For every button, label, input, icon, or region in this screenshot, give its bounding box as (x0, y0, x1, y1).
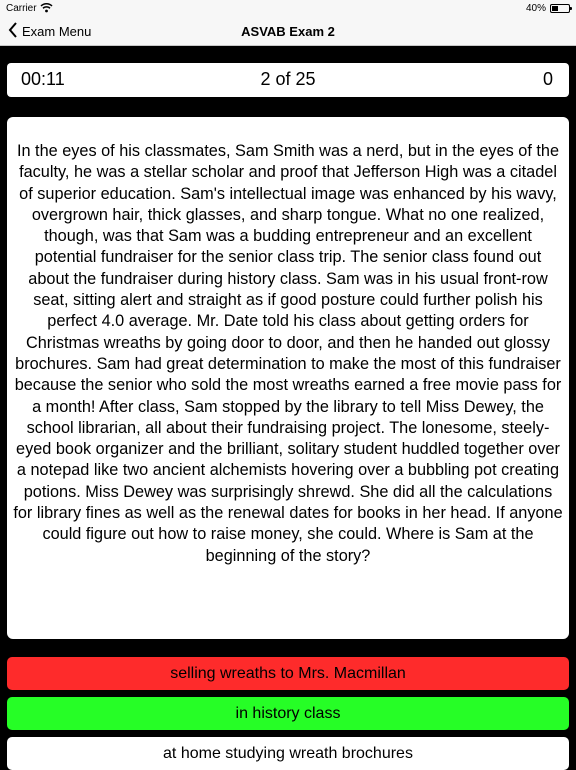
question-text: In the eyes of his classmates, Sam Smith was a nerd, but in the eyes of the faculty, he was a stellar scholar and proof that Jefferson High was a citadel of superior education. Sam's intellectual image was enhanced by his wavy, overgrown hair, thick glasses, and sharp tongue. What no one realized, though, was that Sam was a budding entrepreneur and an excellent potential fundraiser for the senior class trip. The senior class found out about the fundraiser during history class. Sam was in his usual front-row seat, sitting alert and straight as if good posture could further polish his perfect 4.0 average. Mr. Date told his class about getting orders for Christmas wreaths by going door to door, and then he handed out glossy brochures. Sam had great determination to make the most of this fundraiser because the senior who sold the most wreaths earned a free movie pass for a month! After class, Sam stopped by the library to tell Miss Dewey, the school librarian, all about their fundraising project. The lonesome, steely-eyed book organizer and the brilliant, solitary student huddled together over a notepad like two ancient alchemists hovering over a bubbling pot creating potions. Miss Dewey was surprisingly shrewd. She did all the calculations for library fines as well as the renewal dates for books in her head. If anyone could figure out how to raise money, she could. Where is Sam at the beginning of the story? (13, 142, 563, 565)
page-title: ASVAB Exam 2 (241, 24, 335, 39)
answer-option-2[interactable]: in history class (7, 697, 569, 730)
carrier-label: Carrier (6, 3, 37, 14)
battery-icon (550, 4, 570, 13)
question-card (7, 117, 569, 639)
navigation-bar (0, 18, 576, 46)
timer: 00:11 (21, 69, 65, 89)
score-bar (7, 63, 569, 97)
question-progress: 2 of 25 (260, 69, 316, 89)
answer-option-3[interactable]: at home studying wreath brochures (7, 737, 569, 770)
answer-option-1[interactable]: selling wreaths to Mrs. Macmillan (7, 657, 569, 690)
score-value: 0 (542, 69, 553, 89)
status-bar (0, 0, 576, 18)
back-button-label: Exam Menu (22, 24, 92, 39)
wifi-icon (40, 2, 53, 16)
battery-percent: 40% (525, 3, 546, 14)
